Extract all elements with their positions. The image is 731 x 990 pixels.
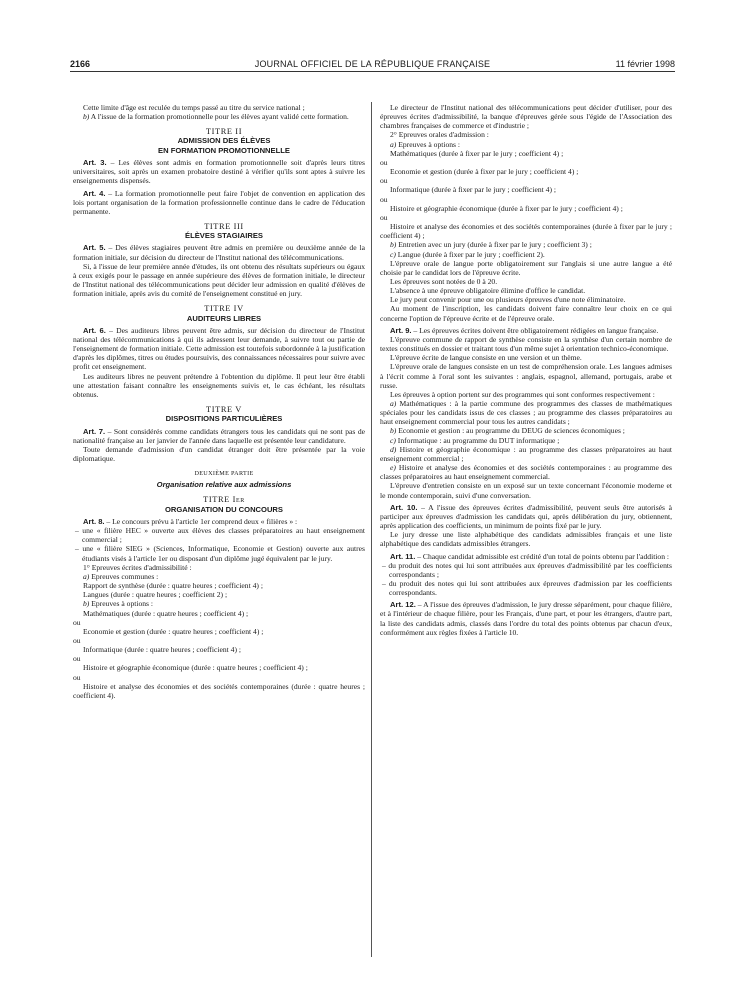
paragraph: Les épreuves sont notées de 0 à 20. [390, 276, 498, 286]
paragraph: Si, à l'issue de leur première année d'études, ils ont obtenu des résultats supérieurs ou égaux à ceux exigés pour le passage en année supérieure des élèves de formation initiale, le directeur de l'Institut national des télécommunications peut décider leur admission en qualité d'élèves de formation initiale, après avis du comité de l'enseignement constitué en jury. [73, 261, 365, 299]
section-subtitle: EN FORMATION PROMOTIONNELLE [158, 145, 290, 155]
paragraph: Mathématiques (durée à fixer par le jury ; coefficient 4) ; [390, 148, 564, 158]
paragraph: Langues (durée : quatre heures ; coefficient 2) ; [83, 590, 228, 600]
or-separator: ou [380, 176, 388, 186]
section-subtitle: AUDITEURS LIBRES [186, 313, 262, 323]
journal-title: JOURNAL OFFICIEL DE LA RÉPUBLIQUE FRANÇAISE [254, 59, 491, 69]
paragraph: Les auditeurs libres ne peuvent prétendre à l'obtention du diplôme. Il peut leur être établi une attestation faisant connaître les enseignements suivis et, le cas échéant, les résultats obtenus. [73, 371, 365, 399]
item-text: Economie et gestion : au programme du DEUG de sciences économiques ; [396, 426, 625, 436]
section-title: TITRE IV [204, 304, 244, 314]
paragraph [73, 112, 365, 121]
paragraph [73, 572, 365, 581]
item-letter: c) [390, 435, 396, 445]
paragraph [380, 445, 672, 463]
article-label: Art. 3. [83, 158, 107, 168]
section-subtitle: ORGANISATION DU CONCOURS [165, 504, 283, 514]
paragraph: L'épreuve orale de langue porte obligatoirement sur l'anglais si une autre langue a été choisie par le candidat lors de l'épreuve écrite. [380, 258, 672, 277]
article-text: – Le concours prévu à l'article 1er comprend deux « filières » : [104, 516, 298, 526]
part-title: DEUXIÈME PARTIE [194, 470, 254, 478]
paragraph [380, 426, 672, 435]
list-item: – du produit des notes qui lui sont attribuées aux épreuves d'admission par les coefficients correspondants. [382, 578, 672, 598]
paragraph: L'épreuve orale de langues consiste en un test de compréhension orale. Les langues admises à l'écrit comme à l'oral sont les suivantes : anglais, espagnol, allemand, portugais, arabe et russe. [380, 362, 672, 390]
item-letter: b) [390, 240, 397, 250]
paragraph [380, 436, 672, 445]
list-item: – une « filière HEC » ouverte aux élèves des classes préparatoires au haut enseignement commercial ; [75, 526, 365, 545]
article-text: – Des élèves stagiaires peuvent être admis en première ou deuxième année de la formation initiale, sur décision du directeur de l'Institut national des télécommunications. [73, 243, 365, 262]
item-letter: b) [390, 426, 397, 436]
item-text: Epreuves à options : [396, 139, 461, 149]
paragraph: Au moment de l'inscription, les candidats doivent faire connaître leur choix en ce qui concerne l'option de l'épreuve écrite et de l'épreuve orale. [380, 304, 672, 323]
paragraph: Le jury dresse une liste alphabétique des candidats admissibles français et une liste alphabétique des candidats admissibles étrangers. [380, 530, 672, 549]
paragraph: Informatique (durée : quatre heures ; coefficient 4) ; [83, 645, 241, 655]
article [380, 552, 672, 561]
article-label: Art. 12. [390, 600, 416, 610]
item-text: Mathématiques : à la partie commune des programmes des classes de mathématiques spéciales pour les candidats issus de ces classes ; au programme des classes préparatoires au haut enseignement commercial pour tous les autres candidats ; [380, 399, 672, 427]
section-title: TITRE Ier [203, 495, 245, 505]
paragraph: Mathématiques (durée : quatre heures ; coefficient 4) ; [83, 608, 249, 618]
paragraph: 1° Epreuves écrites d'admissibilité : [83, 562, 192, 572]
page-number: 2166 [70, 59, 91, 69]
publication-date: 11 février 1998 [615, 59, 675, 69]
header-rule [70, 71, 675, 72]
paragraph [73, 599, 365, 608]
article [73, 517, 365, 526]
article [380, 503, 672, 530]
paragraph: L'épreuve d'entretien consiste en un exposé sur un texte concernant l'économie moderne et le monde contemporain, suivi d'une conversation. [380, 481, 672, 500]
article [73, 427, 365, 445]
article-text: – A l'issue des épreuves écrites d'admissibilité, peuvent seuls être autorisés à participer aux épreuves d'admission les candidats qui, après délibération du jury, obtiennent, après application des coefficients, un minimum de points fixé par le jury. [380, 502, 672, 531]
list-item: – une « filière SIEG » (Sciences, Informatique, Economie et Gestion) ouverte aux autres étudiants visés à l'article 1er ou disposant d'un diplôme jugé équivalent par le jury. [75, 544, 365, 563]
item-letter: c) [390, 249, 396, 259]
paragraph: Toute demande d'admission d'un candidat étranger doit être présentée par la voie diplomatique. [73, 444, 365, 464]
item-letter: a) [390, 139, 397, 149]
item-letter: a) [390, 399, 397, 408]
or-separator: ou [73, 672, 81, 682]
list-item: – du produit des notes qui lui sont attribuées aux épreuves d'admissibilité par les coefficients correspondants ; [382, 560, 672, 579]
paragraph: Economie et gestion (durée : quatre heures ; coefficient 4) ; [83, 626, 264, 636]
page-header [70, 58, 675, 72]
paragraph: Rapport de synthèse (durée : quatre heures ; coefficient 4) ; [83, 581, 263, 591]
article [380, 326, 672, 335]
paragraph: L'absence à une épreuve obligatoire élimine d'office le candidat. [390, 286, 586, 296]
item-letter: b) [83, 112, 90, 122]
paragraph: Economie et gestion (durée à fixer par le jury ; coefficient 4) ; [390, 167, 579, 177]
article-label: Art. 11. [390, 551, 416, 561]
article [73, 158, 365, 185]
item-text: Informatique : au programme du DUT informatique ; [395, 435, 560, 445]
item-letter: d) [390, 444, 397, 454]
paragraph: L'épreuve commune de rapport de synthèse consiste en la synthèse d'un certain nombre de textes constitués en dossier et traitant tous d'un même sujet à orientation technico-économique. [380, 334, 672, 354]
article [73, 326, 365, 372]
section-title: TITRE V [206, 405, 242, 415]
article-text: – Des auditeurs libres peuvent être admis, sur décision du directeur de l'Institut national des télécommunications à qui ils adressent leur demande, à suivre tout ou partie de l'enseignement de formation initiale. Cette admission est toutefois subordonnée à la justification d'après les diplômes, titres ou études poursuivis, des connaissances nécessaires pour suivre avec profit cet enseignement. [73, 325, 365, 372]
article-label: Art. 9. [390, 325, 412, 335]
paragraph: Histoire et géographie économique (durée : quatre heures ; coefficient 4) ; [83, 663, 308, 673]
item-text: Histoire et analyse des économies et des sociétés contemporaines : au programme des classes préparatoires au haut enseignement commercial. [380, 463, 672, 482]
item-text: Entretien avec un jury (durée à fixer par le jury ; coefficient 3) ; [396, 240, 592, 250]
article-label: Art. 7. [83, 426, 106, 436]
paragraph: Cette limite d'âge est reculée du temps passé au titre du service national ; [83, 103, 305, 112]
article-label: Art. 10. [390, 502, 418, 512]
article-text: – Les élèves sont admis en formation promotionnelle soit d'après leurs titres universitaires, soit après un examen probatoire destiné à vérifier qu'ils sont aptes à suivre les enseignements dispensés. [73, 158, 365, 186]
section-title: TITRE III [204, 222, 244, 231]
article-label: Art. 5. [83, 243, 106, 253]
item-text: A l'issue de la formation promotionnelle pour les élèves ayant validé cette formation. [89, 112, 349, 122]
or-separator: ou [73, 654, 81, 664]
item-text: Epreuves à options : [89, 599, 154, 609]
section-subtitle: DISPOSITIONS PARTICULIÈRES [165, 414, 283, 424]
article [73, 189, 365, 216]
article [380, 600, 672, 637]
section-title: TITRE II [205, 127, 243, 137]
article-text: – La formation promotionnelle peut faire l'objet de convention en application des lois portant organisation de la formation professionnelle continue dans le cadre de l'éducation permanente. [73, 188, 365, 216]
paragraph: Les épreuves à option portent sur des programmes qui sont conformes respectivement : [390, 389, 655, 399]
paragraph: Le directeur de l'Institut national des télécommunications peut décider d'utiliser, pour des épreuves écrites d'admissibilité, la banque d'épreuves gérée sous l'égide de l'Association des chambres françaises de commerce et d'industrie ; [380, 103, 672, 131]
paragraph [380, 399, 672, 426]
or-separator: ou [380, 212, 388, 222]
part-subtitle: Organisation relative aux admissions [156, 480, 292, 490]
section-subtitle: ÉLÈVES STAGIAIRES [185, 231, 263, 241]
section-subtitle: ADMISSION DES ÉLÈVES [177, 136, 271, 146]
paragraph [380, 463, 672, 481]
paragraph: Histoire et analyse des économies et des sociétés contemporaines (durée : quatre heures ; coefficient 4). [73, 681, 365, 700]
article-label: Art. 6. [83, 325, 106, 335]
article-text: – Les épreuves écrites doivent être obligatoirement rédigées en langue française. [411, 325, 659, 335]
paragraph [380, 250, 672, 259]
item-text: Histoire et géographie économique : au programme des classes préparatoires au haut enseignement commercial ; [380, 444, 672, 463]
or-separator: ou [380, 194, 388, 204]
paragraph [380, 140, 672, 149]
article-label: Art. 4. [83, 188, 106, 198]
article-text: – Chaque candidat admissible est crédité d'un total de points obtenu par l'addition : [415, 551, 670, 561]
article-label: Art. 8. [83, 516, 105, 526]
item-letter: e) [390, 463, 396, 473]
or-separator: ou [73, 617, 81, 627]
left-column [73, 103, 365, 700]
or-separator: ou [73, 635, 81, 645]
article-text: – Sont considérés comme candidats étrangers tous les candidats qui ne sont pas de nationalité française au 1er janvier de l'année dans laquelle est présentée leur candidature. [73, 426, 365, 445]
paragraph: Histoire et géographie économique (durée à fixer par le jury ; coefficient 4) ; [390, 203, 623, 213]
item-letter: a) [83, 571, 90, 581]
paragraph: Histoire et analyse des économies et des sociétés contemporaines (durée à fixer par le jury ; coefficient 4) ; [380, 222, 672, 241]
item-text: Langue (durée à fixer par le jury ; coefficient 2). [395, 249, 545, 259]
article-text: – A l'issue des épreuves d'admission, le jury dresse séparément, pour chaque filière, et à l'intérieur de chaque filière, pour les Français, d'une part, et pour les étrangers, d'autre part, la liste des candidats admis, classés dans l'ordre du total des points obtenus par chacun d'eux, conformément aux règles fixées à l'article 10. [380, 600, 672, 637]
column-divider [371, 102, 372, 957]
right-column [380, 103, 672, 637]
paragraph: Informatique (durée à fixer par le jury ; coefficient 4) ; [390, 185, 557, 195]
paragraph [380, 240, 672, 249]
item-text: Epreuves communes : [89, 571, 159, 581]
or-separator: ou [380, 157, 388, 167]
article [73, 243, 365, 261]
paragraph: L'épreuve écrite de langue consiste en une version et un thème. [390, 353, 582, 363]
item-letter: b) [83, 599, 90, 609]
paragraph: 2° Epreuves orales d'admission : [390, 130, 489, 140]
paragraph: Le jury peut convenir pour une ou plusieurs épreuves d'une note éliminatoire. [390, 295, 626, 305]
